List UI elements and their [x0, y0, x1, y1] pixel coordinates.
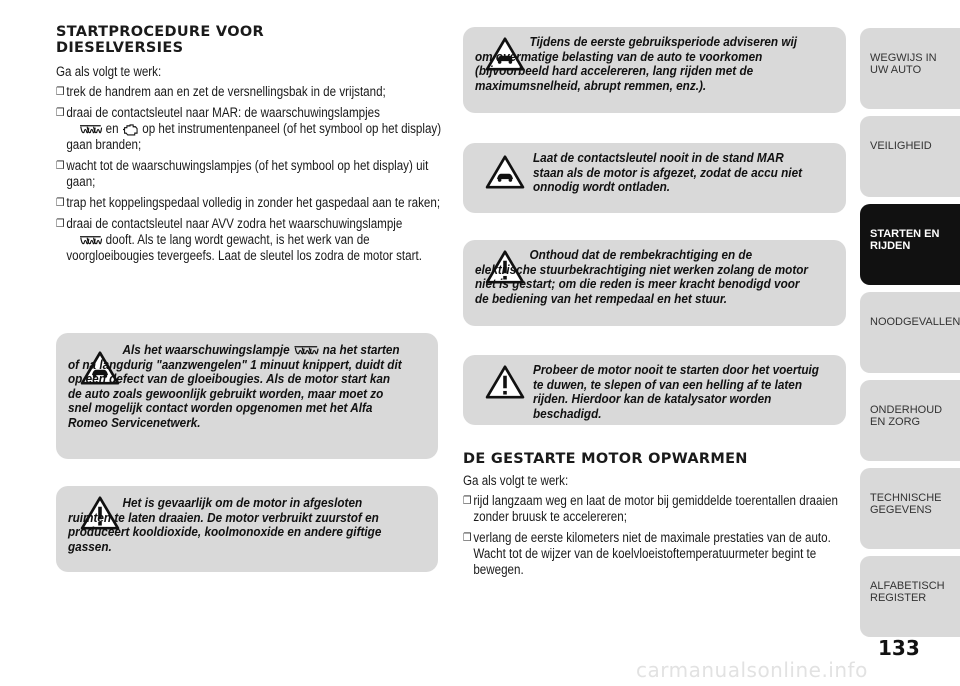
glow-plug-icon	[293, 344, 319, 357]
list-item: ❒ rijd langzaam weg en laat de motor bij gemiddelde toerentallen draaien zonder bruusk te accelereren;	[463, 493, 838, 524]
engine-warning-icon	[122, 122, 139, 137]
right-steps	[463, 493, 841, 578]
page-number: 133	[878, 636, 920, 660]
list-item: ❒ draai de contactsleutel naar MAR: de waarschuwingslampjes en op het instrumentenpaneel (of het symbool op het display) gaan branden;	[56, 105, 442, 152]
warning-text: Als het waarschuwingslampje na het starten of na langdurig "aanzwengelen" 1 minuut knippert, duidt dit op een defect van de gloeibougies. Als de motor start kan de auto zoals gewoonlijk gebruikt worden, maar moet zo snel mogelijk contact worden opgenomen met het Alfa Romeo Servicenetwerk.	[68, 343, 402, 430]
glow-plug-icon	[78, 123, 102, 136]
list-item: ❒ trek de handrem aan en zet de versnellingsbak in de vrijstand;	[56, 84, 386, 99]
right-body	[463, 473, 841, 578]
warning-text: Laat de contactsleutel nooit in de stand MAR staan als de motor is afgezet, zodat de accu niet onnodig wordt ontladen.	[533, 151, 803, 194]
car-warning-triangle-icon	[485, 155, 525, 189]
left-column	[56, 24, 446, 269]
left-intro: Ga als volgt te werk:	[56, 64, 162, 79]
list-item: ❒ draai de contactsleutel naar AVV zodra het waarschuwingslampje dooft. Als te lang wordt gewacht, is het werk van de voorgloeibougies tevergeefs. Laat de sleutel los zodra de motor start.	[56, 216, 422, 263]
checkbox-bullet-icon: ❒	[56, 160, 65, 172]
checkbox-bullet-icon: ❒	[56, 107, 65, 119]
tab-alfabetisch-register[interactable]: ALFABETISCH REGISTER	[860, 556, 960, 637]
tab-onderhoud[interactable]: ONDERHOUD EN ZORG	[860, 380, 960, 461]
tab-wegwijs[interactable]: WEGWIJS IN UW AUTO	[860, 28, 960, 109]
warning-text: Probeer de motor nooit te starten door het voertuig te duwen, te slepen of van een helling af te laten rijden. Hierdoor kan de katalysator worden beschadigd.	[533, 363, 819, 421]
glow-plug-icon	[78, 234, 102, 247]
warning-box-first-period	[463, 27, 846, 113]
watermark: carmanualsonline.info	[636, 658, 868, 682]
tab-starten-en-rijden[interactable]: STARTEN EN RIJDEN	[860, 204, 960, 285]
left-body	[56, 64, 446, 264]
section-heading-startprocedure: STARTPROCEDURE VOOR DIESELVERSIES	[56, 24, 264, 56]
tab-technische-gegevens[interactable]: TECHNISCHE GEGEVENS	[860, 468, 960, 549]
checkbox-bullet-icon: ❒	[56, 86, 65, 98]
warning-box-ignition-mar	[463, 143, 846, 213]
list-item: ❒ wacht tot de waarschuwingslampjes (of het symbool op het display) uit gaan;	[56, 158, 429, 189]
right-intro: Ga als volgt te werk:	[463, 473, 569, 488]
warning-text: Tijdens de eerste gebruiksperiode adviseren wij om overmatige belasting van de auto te voorkomen (bijvoorbeeld hard accelereren, lang rijden met de maximumsnelheid, abrupt remmen, enz.).	[475, 35, 798, 93]
section-heading-warmup: DE GESTARTE MOTOR OPWARMEN	[463, 451, 748, 467]
right-column	[463, 451, 846, 583]
warning-box-push-start	[463, 355, 846, 425]
warning-text: Het is gevaarlijk om de motor in afgesloten ruimten te laten draaien. De motor verbruikt zuurstof en produceert kooldioxide, koolmonoxide en andere giftige gassen.	[68, 496, 382, 554]
tab-noodgevallen[interactable]: NOODGEVALLEN	[860, 292, 960, 373]
exclamation-triangle-icon	[485, 365, 525, 399]
warning-box-glow-plug	[56, 333, 438, 459]
tab-veiligheid[interactable]: VEILIGHEID	[860, 116, 960, 197]
left-steps	[56, 84, 446, 264]
list-item: ❒ trap het koppelingspedaal volledig in zonder het gaspedaal aan te raken;	[56, 195, 441, 210]
list-item: ❒ verlang de eerste kilometers niet de maximale prestaties van de auto. Wacht tot de wijzer van de koelvloeistoftemperatuurmeter begint te bewegen.	[463, 530, 831, 577]
warning-box-closed-spaces	[56, 486, 438, 572]
checkbox-bullet-icon: ❒	[56, 218, 65, 230]
checkbox-bullet-icon: ❒	[463, 495, 472, 507]
warning-box-brake-assist	[463, 240, 846, 326]
warning-text: Onthoud dat de rembekrachtiging en de elektrische stuurbekrachtiging niet werken zolang de motor niet is gestart; om die reden is meer kracht benodigd voor de bediening van het rempedaal en het stuur.	[475, 248, 808, 306]
checkbox-bullet-icon: ❒	[463, 532, 472, 544]
checkbox-bullet-icon: ❒	[56, 197, 65, 209]
